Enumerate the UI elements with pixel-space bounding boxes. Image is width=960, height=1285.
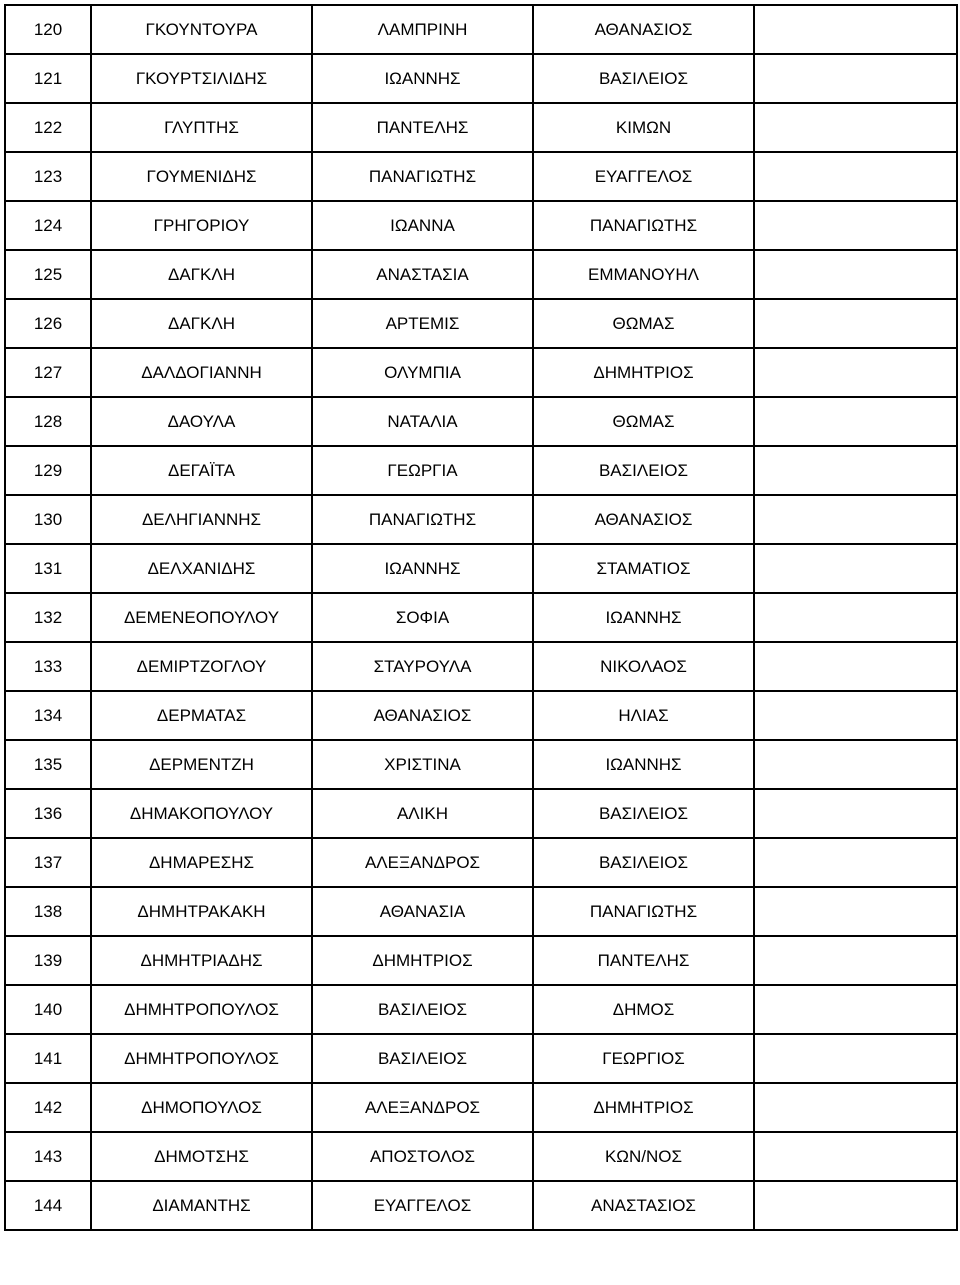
first-name-cell: ΣΤΑΥΡΟΥΛΑ xyxy=(312,642,533,691)
empty-cell xyxy=(754,1083,957,1132)
first-name-cell: ΕΥΑΓΓΕΛΟΣ xyxy=(312,1181,533,1230)
surname-cell: ΓΚΟΥΝΤΟΥΡΑ xyxy=(91,5,312,54)
first-name-cell: ΒΑΣΙΛΕΙΟΣ xyxy=(312,1034,533,1083)
surname-cell: ΔΗΜΟΠΟΥΛΟΣ xyxy=(91,1083,312,1132)
row-number-cell: 138 xyxy=(5,887,91,936)
table-row xyxy=(5,1034,957,1083)
father-name-cell: ΔΗΜΗΤΡΙΟΣ xyxy=(533,1083,754,1132)
father-name-cell: ΕΥΑΓΓΕΛΟΣ xyxy=(533,152,754,201)
empty-cell xyxy=(754,740,957,789)
surname-cell: ΔΕΛΗΓΙΑΝΝΗΣ xyxy=(91,495,312,544)
table-row xyxy=(5,887,957,936)
surname-cell: ΔΗΜΑΡΕΣΗΣ xyxy=(91,838,312,887)
father-name-cell: ΑΘΑΝΑΣΙΟΣ xyxy=(533,5,754,54)
first-name-cell: ΑΡΤΕΜΙΣ xyxy=(312,299,533,348)
first-name-cell: ΙΩΑΝΝΗΣ xyxy=(312,544,533,593)
table-row xyxy=(5,152,957,201)
surname-cell: ΔΙΑΜΑΝΤΗΣ xyxy=(91,1181,312,1230)
row-number-cell: 140 xyxy=(5,985,91,1034)
first-name-cell: ΔΗΜΗΤΡΙΟΣ xyxy=(312,936,533,985)
father-name-cell: ΚΩΝ/ΝΟΣ xyxy=(533,1132,754,1181)
table-row xyxy=(5,985,957,1034)
empty-cell xyxy=(754,446,957,495)
row-number-cell: 144 xyxy=(5,1181,91,1230)
row-number-cell: 136 xyxy=(5,789,91,838)
table-row xyxy=(5,397,957,446)
surname-cell: ΓΚΟΥΡΤΣΙΛΙΔΗΣ xyxy=(91,54,312,103)
row-number-cell: 126 xyxy=(5,299,91,348)
empty-cell xyxy=(754,54,957,103)
row-number-cell: 133 xyxy=(5,642,91,691)
empty-cell xyxy=(754,642,957,691)
father-name-cell: ΑΘΑΝΑΣΙΟΣ xyxy=(533,495,754,544)
empty-cell xyxy=(754,1034,957,1083)
empty-cell xyxy=(754,152,957,201)
empty-cell xyxy=(754,887,957,936)
table-row xyxy=(5,691,957,740)
row-number-cell: 143 xyxy=(5,1132,91,1181)
first-name-cell: ΓΕΩΡΓΙΑ xyxy=(312,446,533,495)
table-row xyxy=(5,201,957,250)
table-row xyxy=(5,740,957,789)
father-name-cell: ΑΝΑΣΤΑΣΙΟΣ xyxy=(533,1181,754,1230)
surname-cell: ΓΡΗΓΟΡΙΟΥ xyxy=(91,201,312,250)
names-table-container xyxy=(4,4,956,1231)
father-name-cell: ΔΗΜΗΤΡΙΟΣ xyxy=(533,348,754,397)
table-row xyxy=(5,54,957,103)
row-number-cell: 131 xyxy=(5,544,91,593)
row-number-cell: 125 xyxy=(5,250,91,299)
row-number-cell: 124 xyxy=(5,201,91,250)
first-name-cell: ΛΑΜΠΡΙΝΗ xyxy=(312,5,533,54)
row-number-cell: 132 xyxy=(5,593,91,642)
first-name-cell: ΟΛΥΜΠΙΑ xyxy=(312,348,533,397)
father-name-cell: ΕΜΜΑΝΟΥΗΛ xyxy=(533,250,754,299)
table-row xyxy=(5,103,957,152)
first-name-cell: ΙΩΑΝΝΑ xyxy=(312,201,533,250)
row-number-cell: 135 xyxy=(5,740,91,789)
table-row xyxy=(5,1181,957,1230)
empty-cell xyxy=(754,299,957,348)
empty-cell xyxy=(754,593,957,642)
first-name-cell: ΠΑΝΑΓΙΩΤΗΣ xyxy=(312,495,533,544)
father-name-cell: ΚΙΜΩΝ xyxy=(533,103,754,152)
table-row xyxy=(5,544,957,593)
father-name-cell: ΒΑΣΙΛΕΙΟΣ xyxy=(533,838,754,887)
surname-cell: ΔΕΜΕΝΕΟΠΟΥΛΟΥ xyxy=(91,593,312,642)
empty-cell xyxy=(754,1132,957,1181)
father-name-cell: ΠΑΝΑΓΙΩΤΗΣ xyxy=(533,201,754,250)
surname-cell: ΔΗΜΗΤΡΑΚΑΚΗ xyxy=(91,887,312,936)
empty-cell xyxy=(754,103,957,152)
first-name-cell: ΝΑΤΑΛΙΑ xyxy=(312,397,533,446)
first-name-cell: ΑΛΕΞΑΝΔΡΟΣ xyxy=(312,838,533,887)
table-row xyxy=(5,642,957,691)
table-row xyxy=(5,299,957,348)
surname-cell: ΔΑΓΚΛΗ xyxy=(91,250,312,299)
first-name-cell: ΙΩΑΝΝΗΣ xyxy=(312,54,533,103)
father-name-cell: ΓΕΩΡΓΙΟΣ xyxy=(533,1034,754,1083)
row-number-cell: 137 xyxy=(5,838,91,887)
table-row xyxy=(5,495,957,544)
father-name-cell: ΘΩΜΑΣ xyxy=(533,397,754,446)
table-row xyxy=(5,936,957,985)
first-name-cell: ΒΑΣΙΛΕΙΟΣ xyxy=(312,985,533,1034)
first-name-cell: ΑΛΕΞΑΝΔΡΟΣ xyxy=(312,1083,533,1132)
first-name-cell: ΑΛΙΚΗ xyxy=(312,789,533,838)
empty-cell xyxy=(754,348,957,397)
empty-cell xyxy=(754,838,957,887)
row-number-cell: 120 xyxy=(5,5,91,54)
first-name-cell: ΧΡΙΣΤΙΝΑ xyxy=(312,740,533,789)
father-name-cell: ΣΤΑΜΑΤΙΟΣ xyxy=(533,544,754,593)
empty-cell xyxy=(754,5,957,54)
first-name-cell: ΑΘΑΝΑΣΙΟΣ xyxy=(312,691,533,740)
empty-cell xyxy=(754,1181,957,1230)
row-number-cell: 129 xyxy=(5,446,91,495)
surname-cell: ΔΗΜΗΤΡΙΑΔΗΣ xyxy=(91,936,312,985)
father-name-cell: ΗΛΙΑΣ xyxy=(533,691,754,740)
table-row xyxy=(5,348,957,397)
empty-cell xyxy=(754,789,957,838)
row-number-cell: 127 xyxy=(5,348,91,397)
father-name-cell: ΠΑΝΑΓΙΩΤΗΣ xyxy=(533,887,754,936)
surname-cell: ΔΕΓΑΪΤΑ xyxy=(91,446,312,495)
table-row xyxy=(5,446,957,495)
father-name-cell: ΒΑΣΙΛΕΙΟΣ xyxy=(533,789,754,838)
surname-cell: ΔΗΜΟΤΣΗΣ xyxy=(91,1132,312,1181)
first-name-cell: ΠΑΝΤΕΛΗΣ xyxy=(312,103,533,152)
table-row xyxy=(5,250,957,299)
surname-cell: ΓΛΥΠΤΗΣ xyxy=(91,103,312,152)
father-name-cell: ΔΗΜΟΣ xyxy=(533,985,754,1034)
empty-cell xyxy=(754,397,957,446)
first-name-cell: ΣΟΦΙΑ xyxy=(312,593,533,642)
surname-cell: ΔΗΜΗΤΡΟΠΟΥΛΟΣ xyxy=(91,1034,312,1083)
surname-cell: ΔΕΜΙΡΤΖΟΓΛΟΥ xyxy=(91,642,312,691)
surname-cell: ΔΑΟΥΛΑ xyxy=(91,397,312,446)
row-number-cell: 123 xyxy=(5,152,91,201)
surname-cell: ΓΟΥΜΕΝΙΔΗΣ xyxy=(91,152,312,201)
row-number-cell: 121 xyxy=(5,54,91,103)
father-name-cell: ΙΩΑΝΝΗΣ xyxy=(533,740,754,789)
empty-cell xyxy=(754,936,957,985)
first-name-cell: ΑΝΑΣΤΑΣΙΑ xyxy=(312,250,533,299)
table-row xyxy=(5,1132,957,1181)
father-name-cell: ΒΑΣΙΛΕΙΟΣ xyxy=(533,446,754,495)
surname-cell: ΔΑΛΔΟΓΙΑΝΝΗ xyxy=(91,348,312,397)
table-row xyxy=(5,789,957,838)
surname-cell: ΔΗΜΗΤΡΟΠΟΥΛΟΣ xyxy=(91,985,312,1034)
father-name-cell: ΒΑΣΙΛΕΙΟΣ xyxy=(533,54,754,103)
table-row xyxy=(5,1083,957,1132)
father-name-cell: ΘΩΜΑΣ xyxy=(533,299,754,348)
row-number-cell: 130 xyxy=(5,495,91,544)
surname-cell: ΔΕΡΜΕΝΤΖΗ xyxy=(91,740,312,789)
row-number-cell: 139 xyxy=(5,936,91,985)
empty-cell xyxy=(754,495,957,544)
father-name-cell: ΠΑΝΤΕΛΗΣ xyxy=(533,936,754,985)
first-name-cell: ΑΠΟΣΤΟΛΟΣ xyxy=(312,1132,533,1181)
table-row xyxy=(5,5,957,54)
empty-cell xyxy=(754,250,957,299)
row-number-cell: 142 xyxy=(5,1083,91,1132)
first-name-cell: ΑΘΑΝΑΣΙΑ xyxy=(312,887,533,936)
surname-cell: ΔΗΜΑΚΟΠΟΥΛΟΥ xyxy=(91,789,312,838)
first-name-cell: ΠΑΝΑΓΙΩΤΗΣ xyxy=(312,152,533,201)
father-name-cell: ΙΩΑΝΝΗΣ xyxy=(533,593,754,642)
surname-cell: ΔΕΡΜΑΤΑΣ xyxy=(91,691,312,740)
names-table xyxy=(4,4,958,1231)
row-number-cell: 134 xyxy=(5,691,91,740)
row-number-cell: 128 xyxy=(5,397,91,446)
surname-cell: ΔΑΓΚΛΗ xyxy=(91,299,312,348)
table-row xyxy=(5,838,957,887)
empty-cell xyxy=(754,544,957,593)
row-number-cell: 141 xyxy=(5,1034,91,1083)
surname-cell: ΔΕΛΧΑΝΙΔΗΣ xyxy=(91,544,312,593)
empty-cell xyxy=(754,985,957,1034)
row-number-cell: 122 xyxy=(5,103,91,152)
empty-cell xyxy=(754,201,957,250)
names-table-body xyxy=(5,5,957,1230)
father-name-cell: ΝΙΚΟΛΑΟΣ xyxy=(533,642,754,691)
table-row xyxy=(5,593,957,642)
empty-cell xyxy=(754,691,957,740)
